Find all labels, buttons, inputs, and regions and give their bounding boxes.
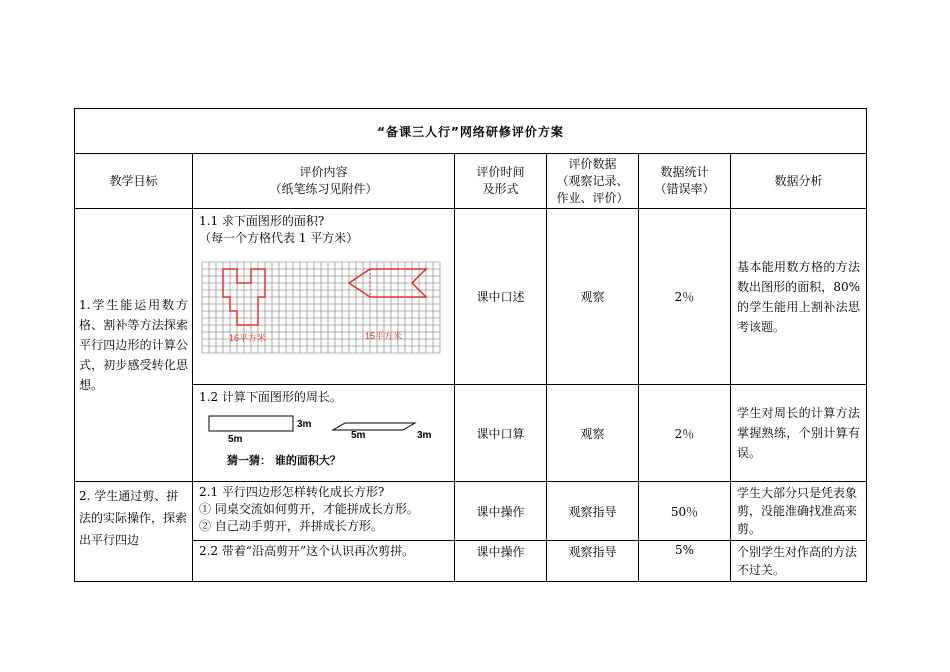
time-cell: 课中操作	[455, 482, 547, 541]
goal-cell-2: 2. 学生通过剪、拼法的实际操作，探索出平行四边	[75, 482, 193, 582]
data-cell: 观察	[547, 209, 639, 385]
table-row	[75, 541, 867, 582]
goal-cell-1: 1.学生能运用数方格、割补等方法探索平行四边形的计算公式，初步感受转化思想。	[75, 209, 193, 482]
table-row	[75, 209, 867, 385]
para-base-label: 5m	[351, 430, 366, 441]
header-analysis: 数据分析	[731, 154, 867, 209]
analysis-cell: 学生对周长的计算方法掌握熟练，个别计算有误。	[731, 385, 867, 482]
stat-cell: 5%	[639, 541, 731, 582]
figure-label-left: 16平方米	[229, 333, 267, 343]
figure-label-right: 15平方米	[365, 331, 403, 341]
analysis-cell: 学生大部分只是凭表象剪，没能准确找准高来剪。	[731, 482, 867, 541]
area-grid-figure	[201, 261, 441, 357]
content-cell: 2.1 平行四边形怎样转化成长方形? ① 同桌交流如何剪开，才能拼成长方形。 ② 自己动手剪开，并拼成长方形。	[193, 482, 455, 541]
page-title: “备课三人行”网络研修评价方案	[75, 109, 867, 154]
stat-cell: 50％	[639, 482, 731, 541]
data-cell: 观察指导	[547, 541, 639, 582]
header-stats: 数据统计 （错误率）	[639, 154, 731, 209]
header-row	[75, 154, 867, 209]
guess-text: 猜一猜： 谁的面积大？	[227, 454, 341, 467]
header-goal: 教学目标	[75, 154, 193, 209]
content-cell: 1.1 求下面图形的面积? （每一个方格代表 1 平方米） 16平方米 15平方米	[193, 209, 455, 385]
table-row	[75, 482, 867, 541]
stat-cell: 2％	[639, 385, 731, 482]
header-content: 评价内容 （纸笔练习见附件）	[193, 154, 455, 209]
evaluation-table	[74, 108, 867, 582]
table-row	[75, 385, 867, 482]
header-time: 评价时间 及形式	[455, 154, 547, 209]
data-cell: 观察	[547, 385, 639, 482]
analysis-cell: 基本能用数方格的方法数出图形的面积，80%的学生能用上割补法思考该题。	[731, 209, 867, 385]
time-cell: 课中口述	[455, 209, 547, 385]
content-cell: 1.2 计算下面图形的周长。 3m 5m 5m 3m 猜一猜： 谁的面积大？	[193, 385, 455, 482]
content-cell: 2.2 带着“沿高剪开”这个认识再次剪拼。	[193, 541, 455, 582]
perimeter-figure	[201, 412, 441, 472]
analysis-cell: 个别学生对作高的方法不过关。	[731, 541, 867, 582]
rect-height-label: 3m	[297, 419, 312, 430]
time-cell: 课中操作	[455, 541, 547, 582]
time-cell: 课中口算	[455, 385, 547, 482]
rectangle-shape	[209, 416, 293, 431]
parallelogram-shape	[333, 423, 415, 430]
data-cell: 观察指导	[547, 482, 639, 541]
header-data: 评价数据 （观察记录、 作业、评价）	[547, 154, 639, 209]
para-side-label: 3m	[417, 430, 432, 441]
rect-width-label: 5m	[228, 434, 243, 445]
stat-cell: 2％	[639, 209, 731, 385]
